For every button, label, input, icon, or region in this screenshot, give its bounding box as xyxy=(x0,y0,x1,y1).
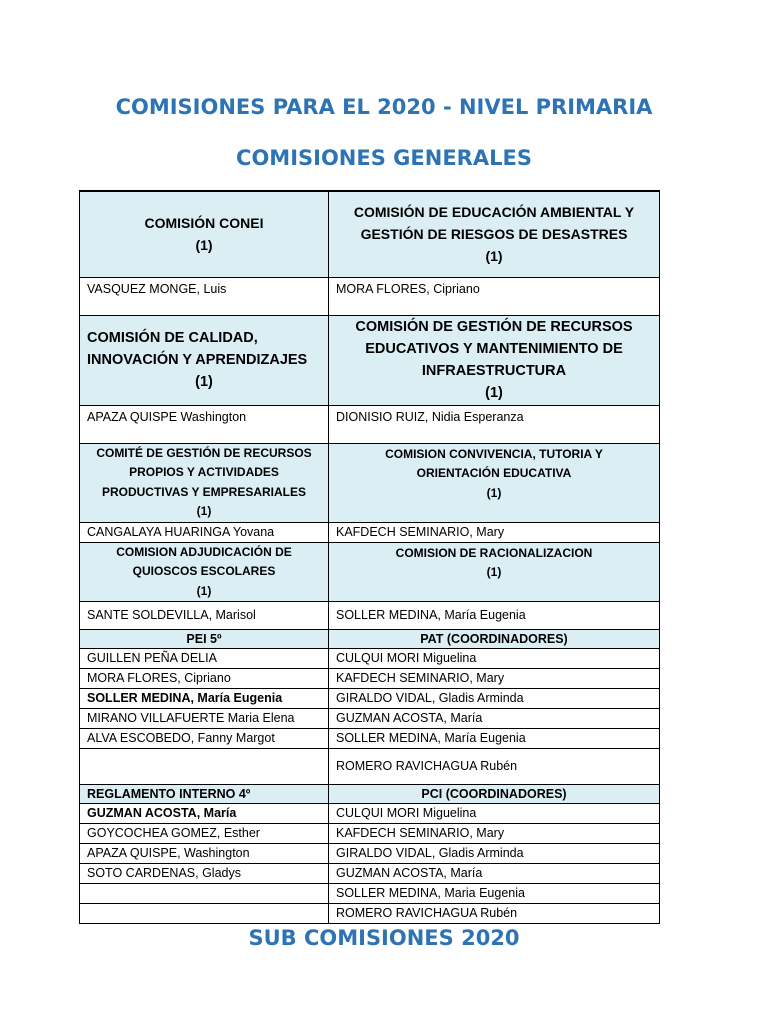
commission-header: COMITÉ DE GESTIÓN DE RECURSOS PROPIOS Y ACTIVIDADES PRODUCTIVAS Y EMPRESARIALES (1) xyxy=(80,443,329,522)
member-cell: MIRANO VILLAFUERTE Maria Elena xyxy=(80,709,329,729)
member-cell: ALVA ESCOBEDO, Fanny Margot xyxy=(80,729,329,749)
member-cell: GIRALDO VIDAL, Gladis Arminda xyxy=(329,689,660,709)
section-label-pci: PCI (COORDINADORES) xyxy=(329,785,660,804)
member-cell: CULQUI MORI Miguelina xyxy=(329,804,660,824)
member-cell: APAZA QUISPE, Washington xyxy=(80,844,329,864)
commission-header: COMISIÓN CONEI (1) xyxy=(80,191,329,277)
member-cell: CANGALAYA HUARINGA Yovana xyxy=(80,522,329,542)
member-cell xyxy=(80,904,329,924)
member-cell: KAFDECH SEMINARIO, Mary xyxy=(329,824,660,844)
member-cell: MORA FLORES, Cipriano xyxy=(329,277,660,315)
member-cell: SOTO CARDENAS, Gladys xyxy=(80,864,329,884)
member-cell: GOYCOCHEA GOMEZ, Esther xyxy=(80,824,329,844)
commission-header: COMISIÓN DE GESTIÓN DE RECURSOS EDUCATIVOS Y MANTENIMIENTO DE INFRAESTRUCTURA (1) xyxy=(329,315,660,405)
commissions-table xyxy=(79,190,660,924)
commission-header: COMISION CONVIVENCIA, TUTORIA Y ORIENTACIÓN EDUCATIVA (1) xyxy=(329,443,660,522)
member-cell: APAZA QUISPE Washington xyxy=(80,405,329,443)
member-cell: GUZMAN ACOSTA, María xyxy=(329,864,660,884)
sub-commissions-title: SUB COMISIONES 2020 xyxy=(248,926,520,950)
commission-header: COMISIÓN DE EDUCACIÓN AMBIENTAL Y GESTIÓN DE RIESGOS DE DESASTRES (1) xyxy=(329,191,660,277)
section-label-pei: PEI 5º xyxy=(80,630,329,649)
member-cell: MORA FLORES, Cipriano xyxy=(80,669,329,689)
section-label-pat: PAT (COORDINADORES) xyxy=(329,630,660,649)
member-cell: ROMERO RAVICHAGUA Rubén xyxy=(329,904,660,924)
member-cell xyxy=(80,749,329,785)
page-title: COMISIONES PARA EL 2020 - NIVEL PRIMARIA xyxy=(115,95,653,119)
section-label-reglamento: REGLAMENTO INTERNO 4º xyxy=(80,785,329,804)
member-cell: VASQUEZ MONGE, Luis xyxy=(80,277,329,315)
commission-header: COMISIÓN DE CALIDAD, INNOVACIÓN Y APRENDIZAJES (1) xyxy=(80,315,329,405)
member-cell: GUZMAN ACOSTA, María xyxy=(80,804,329,824)
member-cell: KAFDECH SEMINARIO, Mary xyxy=(329,522,660,542)
page-subtitle: COMISIONES GENERALES xyxy=(236,146,532,170)
member-cell: ROMERO RAVICHAGUA Rubén xyxy=(329,749,660,785)
member-cell: CULQUI MORI Miguelina xyxy=(329,649,660,669)
member-cell: SOLLER MEDINA, María Eugenia xyxy=(80,689,329,709)
member-cell: GUILLEN PEÑA DELIA xyxy=(80,649,329,669)
member-cell xyxy=(80,884,329,904)
member-cell: SOLLER MEDINA, Maria Eugenia xyxy=(329,884,660,904)
member-cell: DIONISIO RUIZ, Nidia Esperanza xyxy=(329,405,660,443)
member-cell: GIRALDO VIDAL, Gladis Arminda xyxy=(329,844,660,864)
member-cell: GUZMAN ACOSTA, María xyxy=(329,709,660,729)
commission-header: COMISION DE RACIONALIZACION (1) xyxy=(329,542,660,602)
member-cell: SOLLER MEDINA, María Eugenia xyxy=(329,729,660,749)
member-cell: SOLLER MEDINA, María Eugenia xyxy=(329,602,660,630)
member-cell: SANTE SOLDEVILLA, Marisol xyxy=(80,602,329,630)
commission-header: COMISION ADJUDICACIÓN DE QUIOSCOS ESCOLARES (1) xyxy=(80,542,329,602)
member-cell: KAFDECH SEMINARIO, Mary xyxy=(329,669,660,689)
